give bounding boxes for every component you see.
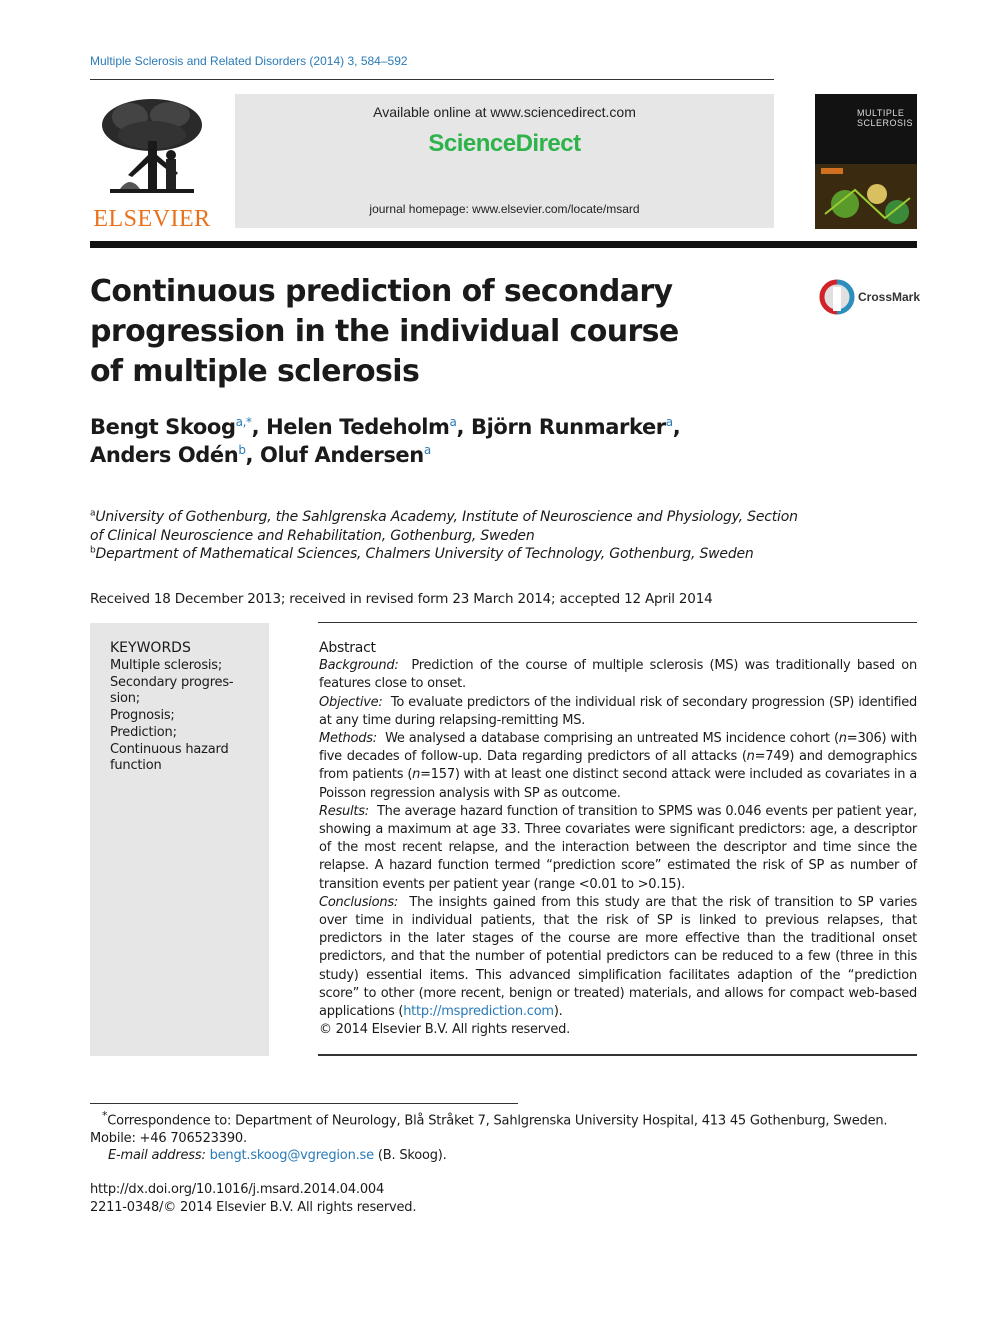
doi-block (90, 1181, 416, 1216)
sciencedirect-banner (235, 94, 774, 228)
keyword: Prognosis; (110, 708, 175, 724)
email-link[interactable]: bengt.skoog@vgregion.se (209, 1148, 374, 1164)
keyword: Secondary progres-sion; (110, 674, 234, 707)
doi-link[interactable]: http://dx.doi.org/10.1016/j.msard.2014.04.004 (90, 1182, 385, 1197)
affiliation-mark[interactable]: b (238, 443, 246, 457)
article-title: Continuous prediction of secondary progression in the individual course of multiple sclerosis (90, 274, 679, 389)
issn-copyright: 2211-0348/© 2014 Elsevier B.V. All rights reserved. (90, 1199, 417, 1215)
author[interactable]: Oluf Andersen$^a$ (260, 443, 431, 467)
available-online[interactable]: Available online at www.sciencedirect.com (373, 104, 636, 120)
abstract-background: Background: Prediction of the course of multiple sclerosis (MS) was traditionally based on features close to onset. (319, 658, 917, 692)
elsevier-wordmark: ELSEVIER (93, 206, 211, 232)
journal-name: Multiple Sclerosis and Related Disorders (2014) (90, 54, 345, 68)
journal-reference[interactable]: Multiple Sclerosis and Related Disorders (2014) 3, 584–592 (90, 54, 408, 68)
affiliation-mark[interactable]: a (449, 415, 457, 429)
affiliation-mark[interactable]: a (423, 443, 431, 457)
abstract (319, 639, 917, 1039)
crossmark-badge[interactable] (818, 278, 921, 318)
abstract-objective: Objective: To evaluate predictors of the individual risk of secondary progression (SP) identified at any time during relapsing-remitting MS. (319, 694, 918, 728)
crossmark-icon (818, 278, 856, 318)
keyword: Multiple sclerosis; (110, 658, 223, 673)
journal-pages: 584–592 (360, 54, 408, 68)
author-list: Bengt Skoog$^{a,*}$, Helen Tedeholm$^a$, Björn Runmarker$^a$, Anders Odén$^b$, Oluf Andersen$^a$ (90, 415, 681, 467)
affiliation-mark: , (242, 415, 246, 429)
abstract-methods: Methods: We analysed a database comprising an untreated MS incidence cohort (n=306) with five decades of follow-up. Data regarding predictors of all attacks (n=749) and demographics from patients (n=157) with at least one distinct second attack were included as covariates in a Poisson regression analysis with SP as outcome. (319, 731, 918, 801)
abstract-copyright: © 2014 Elsevier B.V. All rights reserved. (319, 1022, 570, 1038)
abstract-top-rule (318, 622, 917, 623)
keyword: Continuous hazard function (110, 741, 229, 774)
author[interactable]: Helen Tedeholm$^a$ (266, 415, 457, 439)
keywords-panel (90, 623, 269, 1056)
affiliations (90, 508, 810, 564)
affiliation-b: $^b$Department of Mathematical Sciences, Chalmers University of Technology, Gothenburg, Sweden (90, 545, 754, 562)
correspondence-footnote: *Correspondence to: Department of Neurology, Blå Stråket 7, Sahlgrenska University Hospital, 413 45 Gothenburg, Sweden. Mobile: +46 706523390. E-mail address: bengt.skoog@vgregion.se (B. Skoog). (90, 1109, 888, 1164)
footnote-rule (90, 1103, 518, 1104)
journal-cover-thumbnail[interactable] (815, 94, 917, 229)
header-rule (90, 79, 774, 80)
cover-title: MULTIPLE SCLEROSIS (857, 108, 914, 128)
journal-volume: 3 (347, 54, 355, 68)
keywords-heading: KEYWORDS (110, 640, 191, 656)
abstract-heading: Abstract (319, 640, 376, 656)
author[interactable]: Björn Runmarker$^a$ (471, 415, 673, 439)
crossmark-label: CrossMark (858, 290, 921, 304)
msprediction-link[interactable]: http://msprediction.com (403, 1004, 554, 1020)
affiliation-mark[interactable]: a (665, 415, 673, 429)
keywords-list (110, 658, 260, 775)
sciencedirect-logo[interactable]: ScienceDirect (428, 130, 581, 157)
header-thick-rule (90, 241, 917, 248)
author[interactable]: Anders Odén$^b$ (90, 443, 246, 467)
abstract-results: Results: The average hazard function of transition to SPMS was 0.046 events per patient year, showing a maximum at age 33. Three covariates were significant predictors: age, a descriptor of the most recent relapse, and the interaction between the descriptor and time since the relapse. A hazard function termed “prediction score” estimated the risk of SP as number of transition events per patient year (range <0.01 to >0.15). (319, 803, 917, 892)
journal-homepage[interactable]: journal homepage: www.elsevier.com/locate/msard (369, 202, 640, 216)
corresponding-author-star[interactable]: * (246, 415, 252, 429)
affiliation-mark[interactable]: a (235, 415, 243, 429)
received-dates: Received 18 December 2013; received in revised form 23 March 2014; accepted 12 April 2014 (90, 591, 713, 607)
affiliation-a: $^a$University of Gothenburg, the Sahlgrenska Academy, Institute of Neuroscience and Physiology, Section of Clinical Neuroscience and Rehabilitation, Gothenburg, Sweden (90, 508, 798, 544)
abstract-conclusions: Conclusions: The insights gained from this study are that the risk of transition to SP varies over time in individual patients, that the risk of SP is linked to previous relapses, that predictors in the later stages of the course are more effective than the traditional onset predictors, and that the number of potential predictors can be reduced to a few (three in this study) essential items. This advanced simplification facilitates adaption of the “prediction score” to other (more recent, benign or treated) materials, and allows for compact web-based applications (http://msprediction.com). (319, 894, 917, 1020)
abstract-bottom-rule (318, 1054, 917, 1056)
author[interactable]: Bengt Skoog$^{a,*}$ (90, 415, 252, 439)
keyword: Prediction; (110, 724, 177, 740)
